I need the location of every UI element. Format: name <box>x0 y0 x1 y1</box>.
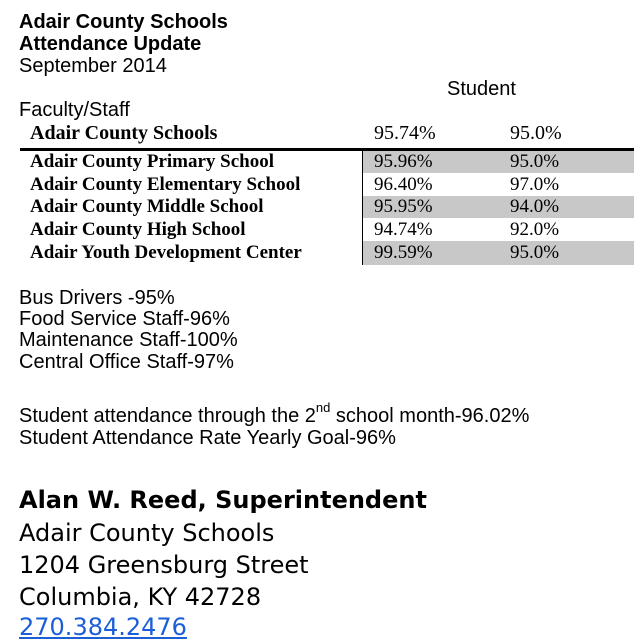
staff-item: Bus Drivers -95% <box>19 287 175 309</box>
org-heading: Adair County Schools <box>19 11 228 33</box>
student-column-header: Student <box>447 78 516 100</box>
table-row-faculty: 96.40% <box>374 174 433 195</box>
staff-item: Food Service Staff-96% <box>19 308 230 330</box>
table-row-student: 94.0% <box>510 196 560 217</box>
phone-link[interactable]: 270.384.2476 <box>19 613 187 641</box>
summary-row-faculty: 95.74% <box>374 122 436 144</box>
table-row-name: Adair Youth Development Center <box>30 242 302 263</box>
table-row-name: Adair County Elementary School <box>30 174 301 195</box>
table-row-faculty: 94.74% <box>374 219 433 240</box>
staff-item: Central Office Staff-97% <box>19 351 234 373</box>
table-row-student: 95.0% <box>510 151 560 172</box>
table-row-faculty: 99.59% <box>374 242 433 263</box>
table-row-name: Adair County Middle School <box>30 196 264 217</box>
page-title: Attendance Update <box>19 33 202 55</box>
table-row-student: 97.0% <box>510 174 560 195</box>
signature-name: Alan W. Reed, Superintendent <box>19 486 427 514</box>
table-row-name: Adair County Primary School <box>30 151 275 172</box>
table-row-student: 95.0% <box>510 242 560 263</box>
report-date: September 2014 <box>19 55 167 77</box>
faculty-column-header: Faculty/Staff <box>19 99 130 121</box>
signature-city: Columbia, KY 42728 <box>19 583 262 611</box>
summary-row-name: Adair County Schools <box>30 122 218 144</box>
summary-row-student: 95.0% <box>510 122 562 144</box>
table-row-name: Adair County High School <box>30 219 246 240</box>
student-attendance-note: Student attendance through the 2nd school month-96.02% <box>19 400 530 427</box>
staff-item: Maintenance Staff-100% <box>19 329 238 351</box>
signature-org: Adair County Schools <box>19 519 275 547</box>
table-row-faculty: 95.96% <box>374 151 433 172</box>
signature-street: 1204 Greensburg Street <box>19 551 309 579</box>
table-row-student: 92.0% <box>510 219 560 240</box>
student-goal-note: Student Attendance Rate Yearly Goal-96% <box>19 427 396 449</box>
table-row-faculty: 95.95% <box>374 196 433 217</box>
